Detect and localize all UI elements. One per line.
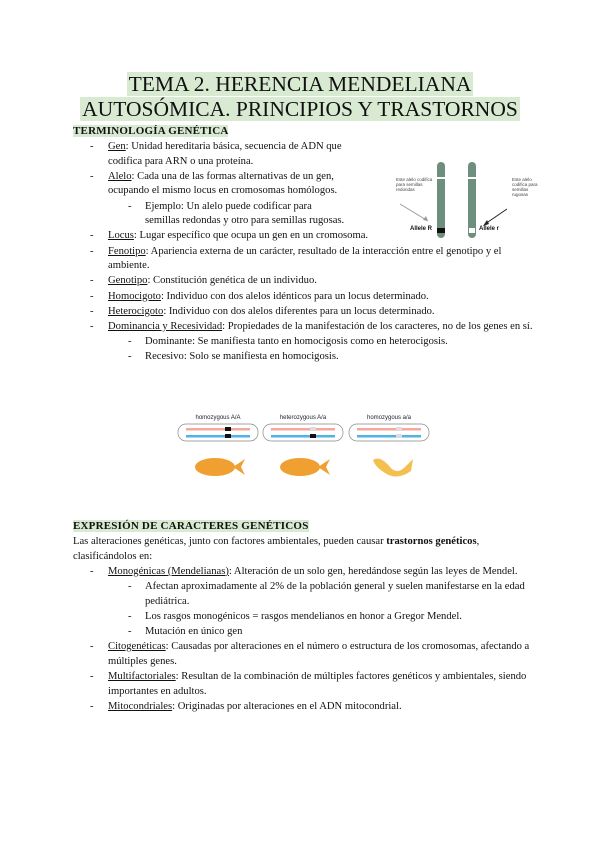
page-title-line-1: TEMA 2. HERENCIA MENDELIANA	[128, 72, 472, 96]
definition: : Lugar específico que ocupa un gen en un cromosoma.	[133, 230, 369, 242]
list-item-multifactoriales	[73, 670, 533, 699]
fish-illustrations	[175, 415, 440, 480]
intro-bold: trastornos genéticos	[386, 536, 477, 547]
definition: : Alteración de un solo gen, heredándose según las leyes de Mendel.	[228, 565, 518, 577]
expresion-section	[73, 535, 533, 715]
definition: : Unidad hereditaria básica, secuencia de ADN que codifica para ARN o una proteína.	[108, 141, 342, 167]
fish-icon	[373, 459, 413, 477]
term: Dominancia y Recesividad	[108, 320, 223, 332]
term: Gen	[108, 141, 126, 152]
term: Homocigoto	[108, 290, 161, 302]
term: Alelo	[108, 170, 132, 182]
term: Heterocigoto	[108, 305, 164, 317]
definition: : Constitución genética de un individuo.	[147, 275, 317, 287]
term: Monogénicas (Mendelianas)	[108, 565, 229, 577]
definition: : Causadas por alteraciones en el número o estructura de los cromosomas, afectando a múltiples genes.	[108, 641, 530, 667]
definition: : Cada una de las formas alternativas de un gen, ocupando el mismo locus en cromosomas homólogos.	[108, 170, 338, 197]
sub-item: - Los rasgos monogénicos = rasgos mendelianos en honor a Gregor Mendel.	[73, 610, 533, 625]
section-heading-terminology: TERMINOLOGÍA GENÉTICA	[73, 125, 229, 137]
list-item-fenotipo	[73, 245, 533, 274]
term: Citogenéticas	[108, 641, 166, 653]
allele-r-label: Allele r	[479, 226, 500, 232]
definition: : Resultan de la combinación de múltiples factores genéticos y ambientales, siendo importantes en adultos.	[108, 670, 527, 697]
allele-r-band	[469, 228, 475, 233]
list-item-citogeneticas	[73, 640, 533, 669]
list-item-homocigoto	[73, 290, 533, 305]
pair-homozygous-aa	[349, 424, 429, 441]
list-item-heterocigoto	[73, 305, 533, 320]
term: Fenotipo	[108, 245, 146, 257]
list-item-alelo	[73, 170, 343, 199]
definition: : Apariencia externa de un carácter, resultado de la interacción entre el genotipo y el ambiente.	[108, 245, 502, 272]
definition: : Propiedades de la manifestación de los caracteres, no de los genes en sí.	[222, 320, 533, 332]
list-item-genotipo	[73, 274, 533, 289]
chromosome-right	[468, 162, 476, 238]
list-item-gen	[73, 140, 343, 169]
allele-R-band	[437, 228, 445, 233]
term: Locus	[108, 230, 134, 242]
fish-icon	[195, 458, 245, 476]
allele-R-label: Allele R	[410, 226, 433, 232]
label-homozygous-aa: homozygous a/a	[366, 415, 412, 421]
label-homozygous-AA: homozygous A/A	[195, 415, 241, 421]
definition: : Individuo con dos alelos diferentes para un locus determinado.	[163, 305, 435, 317]
definition: : Individuo con dos alelos idénticos para un locus determinado.	[160, 290, 429, 302]
list-item-mitocondriales	[73, 700, 533, 715]
list-item-dominancia	[73, 320, 533, 335]
genotype-fish-figure	[175, 415, 440, 480]
term: Genotipo	[108, 275, 148, 287]
intro-paragraph	[73, 535, 533, 564]
definition: : Originadas por alteraciones en el ADN mitocondrial.	[172, 700, 402, 712]
sub-item-dominante: - Dominante: Se manifiesta tanto en homocigosis como en heterocigosis.	[73, 335, 533, 350]
intro-text: Las alteraciones genéticas, junto con factores ambientales, pueden causar	[73, 536, 387, 547]
label-heterozygous-Aa: heterozygous A/a	[279, 415, 327, 421]
chromosome-figure	[392, 160, 542, 240]
fish-icon	[280, 458, 330, 476]
sub-item: - Afectan aproximadamente al 2% de la población general y suelen manifestarse en la edad pediátrica.	[73, 580, 533, 609]
page-title-line-2: AUTOSÓMICA. PRINCIPIOS Y TRASTORNOS	[82, 97, 518, 121]
sub-item: - Mutación en único gen	[73, 625, 533, 640]
sub-item-recesivo: - Recesivo: Solo se manifiesta en homocigosis.	[73, 350, 533, 365]
list-item-monogenicas	[73, 565, 533, 580]
section-heading-expresion: EXPRESIÓN DE CARACTERES GENÉTICOS	[73, 520, 309, 532]
chromosome-left	[437, 162, 445, 238]
term: Multifactoriales	[108, 670, 176, 682]
sub-item-ejemplo: - Ejemplo: Un alelo puede codificar para semillas redondas y otro para semillas rugosas.	[73, 200, 345, 229]
term: Mitocondriales	[108, 700, 173, 712]
right-allele-note: Este alelo codifica para semillas rugosas	[512, 177, 538, 197]
intro-text: , clasificándolos en:	[73, 536, 480, 562]
pair-heterozygous-Aa	[263, 424, 343, 441]
pair-homozygous-AA	[178, 424, 258, 441]
left-allele-note: Este alelo codifica para semillas redondas	[396, 177, 433, 192]
